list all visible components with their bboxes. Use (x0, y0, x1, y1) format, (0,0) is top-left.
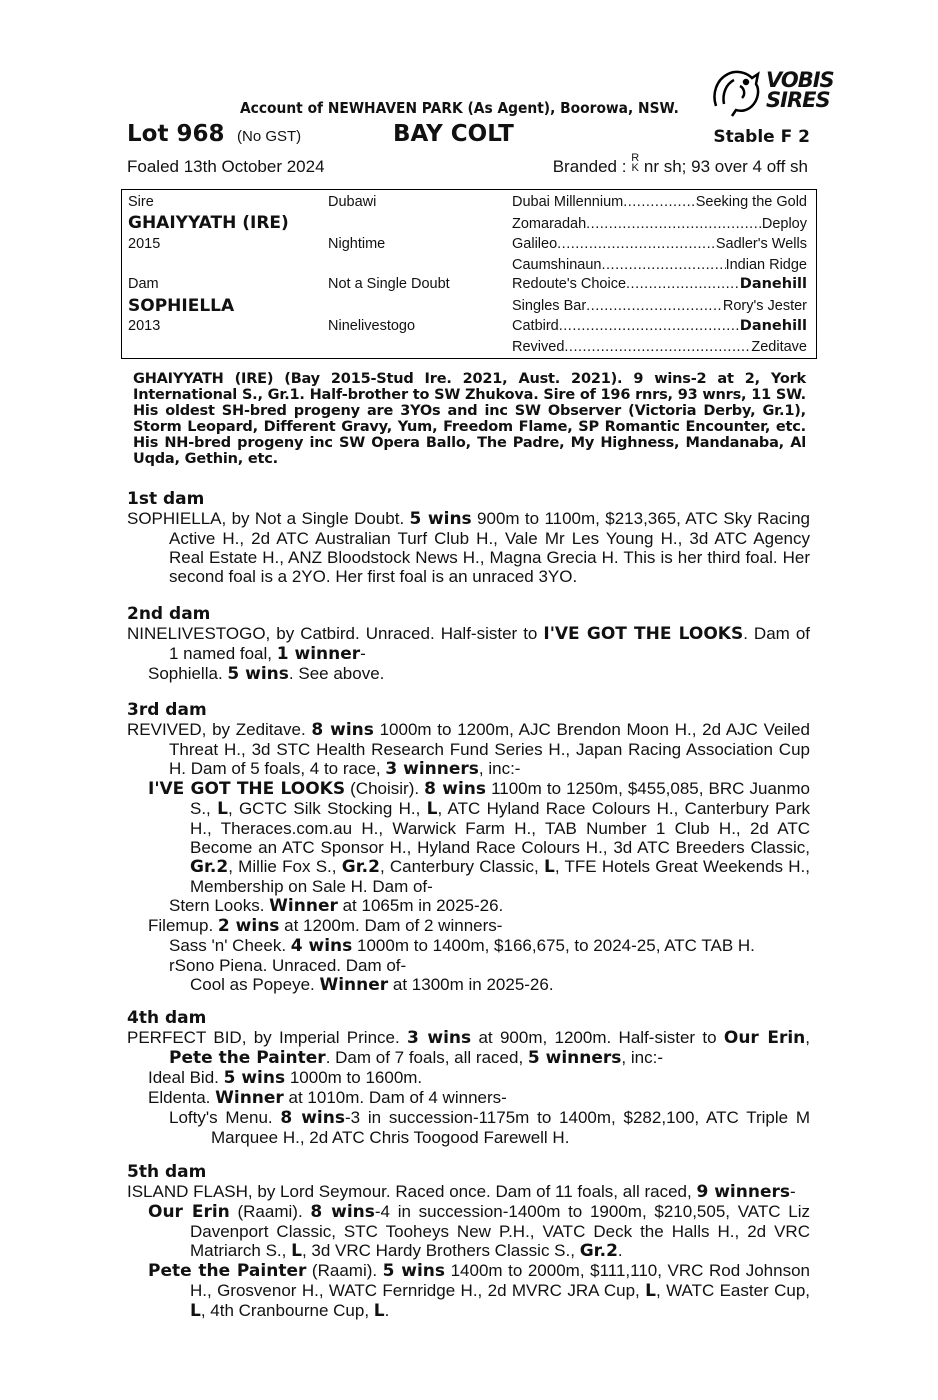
ancestor-left: Dubai Millennium (512, 194, 624, 210)
dam-label: Dam (128, 276, 159, 292)
stable-location: Stable F 2 (713, 127, 810, 147)
dam-paragraph: SOPHIELLA, by Not a Single Doubt. 5 wins 900m to 1100m, $213,365, ATC Sky Racing Active H., 2d ATC Australian Turf Club H., Vale Mr Les Young H., 3d ATC Agency Real Estate H., ANZ Bloodstock News H., Magna Grecia H. This is her third foal. Her second foal is a 2YO. Her first foal is an unraced 3YO. (127, 509, 810, 586)
progeny-entry: Ideal Bid. 5 wins 1000m to 1600m. (148, 1068, 423, 1088)
logo-line-2: SIRES (766, 88, 830, 112)
logo-wordmark (766, 70, 834, 110)
section-heading: 3rd dam (127, 700, 207, 720)
progeny-entry: Sophiella. 5 wins. See above. (148, 664, 385, 684)
dam-paragraph: REVIVED, by Zeditave. 8 wins 1000m to 1200m, AJC Brendon Moon H., 2d AJC Veiled Threat H., 3d STC Health Research Fund Series H., Japan Racing Association Cup H. Dam of 5 foals, 4 to race, 3 winners, inc:- (127, 720, 810, 779)
ancestor-left: Galileo (512, 236, 558, 252)
ancestor-right: Rory's Jester (722, 298, 807, 314)
dam-paragraph: PERFECT BID, by Imperial Prince. 3 wins at 900m, 1200m. Half-sister to Our Erin, Pete the Painter. Dam of 7 foals, all raced, 5 winners, inc:- (127, 1028, 810, 1068)
ancestor-row (512, 257, 807, 273)
sire-label: Sire (128, 194, 154, 210)
ancestor-right: Zeditave (751, 339, 807, 355)
ancestor-row (512, 194, 807, 210)
brand-suffix: nr sh; 93 over 4 off sh (643, 157, 808, 176)
gst-note: (No GST) (237, 128, 302, 145)
progeny-entry: Filemup. 2 wins at 1200m. Dam of 2 winners- (148, 916, 503, 936)
dam-sire: Not a Single Doubt (328, 276, 450, 292)
progeny-entry: rSono Piena. Unraced. Dam of- (169, 956, 407, 975)
section-heading: 5th dam (127, 1162, 207, 1182)
dam-paragraph: NINELIVESTOGO, by Catbird. Unraced. Half-sister to I'VE GOT THE LOOKS. Dam of 1 named foal, 1 winner- (127, 624, 810, 664)
ancestor-left: Caumshinaun (512, 257, 602, 273)
progeny-entry: I'VE GOT THE LOOKS (Choisir). 8 wins 1100m to 1250m, $455,085, BRC Juanmo S., L, GCTC Silk Stocking H., L, ATC Hyland Race Colours H., Canterbury Park H., Theraces.com.au H., Warwick Farm H., TAB Number 1 Club H., 2d ATC Become an ATC Sponsor H., Hyland Race Colours H., 3d ATC Breeders Classic, Gr.2, Millie Fox S., Gr.2, Canterbury Classic, L, TFE Hotels Great Weekends H., Membership on Sale H. Dam of- (148, 779, 811, 896)
brand-prefix: Branded : (552, 157, 627, 176)
sire-summary: GHAIYYATH (IRE) (Bay 2015-Stud Ire. 2021, Aust. 2021). 9 wins-2 at 2, York International S., Gr.1. Half-brother to SW Zhukova. Sire of 196 rnrs, 93 wnrs, 11 SW. His oldest SH-bred progeny are 3YOs and inc SW Observer (Victoria Derby, Gr.1), Storm Leopard, Different Gravy, Yum, Freedom Flame, SP Romantic Encounter, etc. His NH-bred progeny inc SW Opera Ballo, The Padre, My Highness, Mandanaba, Al Uqda, Gethin, etc. (133, 371, 806, 467)
section-heading: 2nd dam (127, 604, 211, 624)
fifth-dam-section (127, 1163, 810, 1321)
fourth-dam-section (127, 1009, 810, 1147)
section-heading: 1st dam (127, 489, 205, 509)
ancestor-row (512, 216, 807, 232)
sire-year: 2015 (128, 236, 161, 252)
ancestor-right: Danehill (739, 318, 807, 334)
horse-head-logo-icon (715, 72, 759, 116)
progeny-entry: Our Erin (Raami). 8 wins-4 in succession-1400m to 1900m, $210,505, VATC Liz Davenport Classic, STC Tooheys New P.H., VATC Deck the Halls H., 2d VRC Matriarch S., L, 3d VRC Hardy Brothers Classic S., Gr.2. (148, 1202, 810, 1261)
ancestor-left: Redoute's Choice (512, 276, 627, 292)
lot-header (127, 121, 810, 151)
progeny-entry: Pete the Painter (Raami). 5 wins 1400m to 2000m, $111,110, VRC Rod Johnson H., Grosvenor H., WATC Fernridge H., 2d MVRC JRA Cup, L, WATC Easter Cup, L, 4th Cranbourne Cup, L. (148, 1261, 810, 1321)
foaled-date: Foaled 13th October 2024 (127, 157, 325, 176)
lot-description: BAY COLT (393, 121, 514, 147)
progeny-entry: Stern Looks. Winner at 1065m in 2025-26. (169, 896, 504, 916)
ancestor-right: Danehill (739, 276, 807, 292)
ancestor-right: Deploy (761, 216, 807, 232)
logo-line-1: VOBIS (766, 68, 834, 92)
brand-mark-top: R (631, 152, 640, 164)
ancestor-left: Revived (512, 339, 565, 355)
ancestor-right: Sadler's Wells (715, 236, 807, 252)
progeny-entry: Eldenta. Winner at 1010m. Dam of 4 winners- (148, 1088, 507, 1108)
ancestor-right: Indian Ridge (725, 257, 807, 273)
dam-dam: Ninelivestogo (328, 318, 416, 334)
brand-mark (631, 153, 639, 173)
vendor-account: Account of NEWHAVEN PARK (As Agent), Boorowa, NSW. (240, 99, 679, 117)
progeny-entry: Lofty's Menu. 8 wins-3 in succession-1175m to 1400m, $282,100, ATC Triple M Marquee H., 2d ATC Chris Toogood Farewell H. (169, 1108, 811, 1147)
dam-name: SOPHIELLA (128, 296, 235, 316)
ancestor-left: Zomaradah (512, 216, 587, 232)
dam-paragraph: ISLAND FLASH, by Lord Seymour. Raced once. Dam of 11 foals, all raced, 9 winners- (127, 1182, 796, 1202)
sire-dam: Nightime (328, 236, 386, 252)
ancestor-row (512, 298, 807, 314)
ancestor-row (512, 236, 807, 252)
dam-year: 2013 (128, 318, 161, 334)
lot-number: Lot 968 (127, 121, 225, 147)
second-dam-section (127, 605, 810, 684)
ancestor-row (512, 276, 807, 292)
third-dam-section (127, 701, 810, 995)
ancestor-row (512, 339, 807, 355)
progeny-entry: Cool as Popeye. Winner at 1300m in 2025-26. (190, 975, 554, 995)
brand-mark-bottom: K (631, 162, 639, 174)
progeny-entry: Sass 'n' Cheek. 4 wins 1000m to 1400m, $166,675, to 2024-25, ATC TAB H. (169, 936, 755, 956)
sire-name: GHAIYYATH (IRE) (128, 213, 289, 233)
brand-description (552, 152, 808, 177)
ancestor-left: Singles Bar (512, 298, 587, 314)
first-dam-section (127, 490, 810, 586)
sire-sire: Dubawi (328, 194, 377, 210)
ancestor-right: Seeking the Gold (695, 194, 807, 210)
section-heading: 4th dam (127, 1008, 207, 1028)
ancestor-row (512, 318, 807, 334)
pedigree-table (121, 189, 817, 359)
ancestor-left: Catbird (512, 318, 559, 334)
